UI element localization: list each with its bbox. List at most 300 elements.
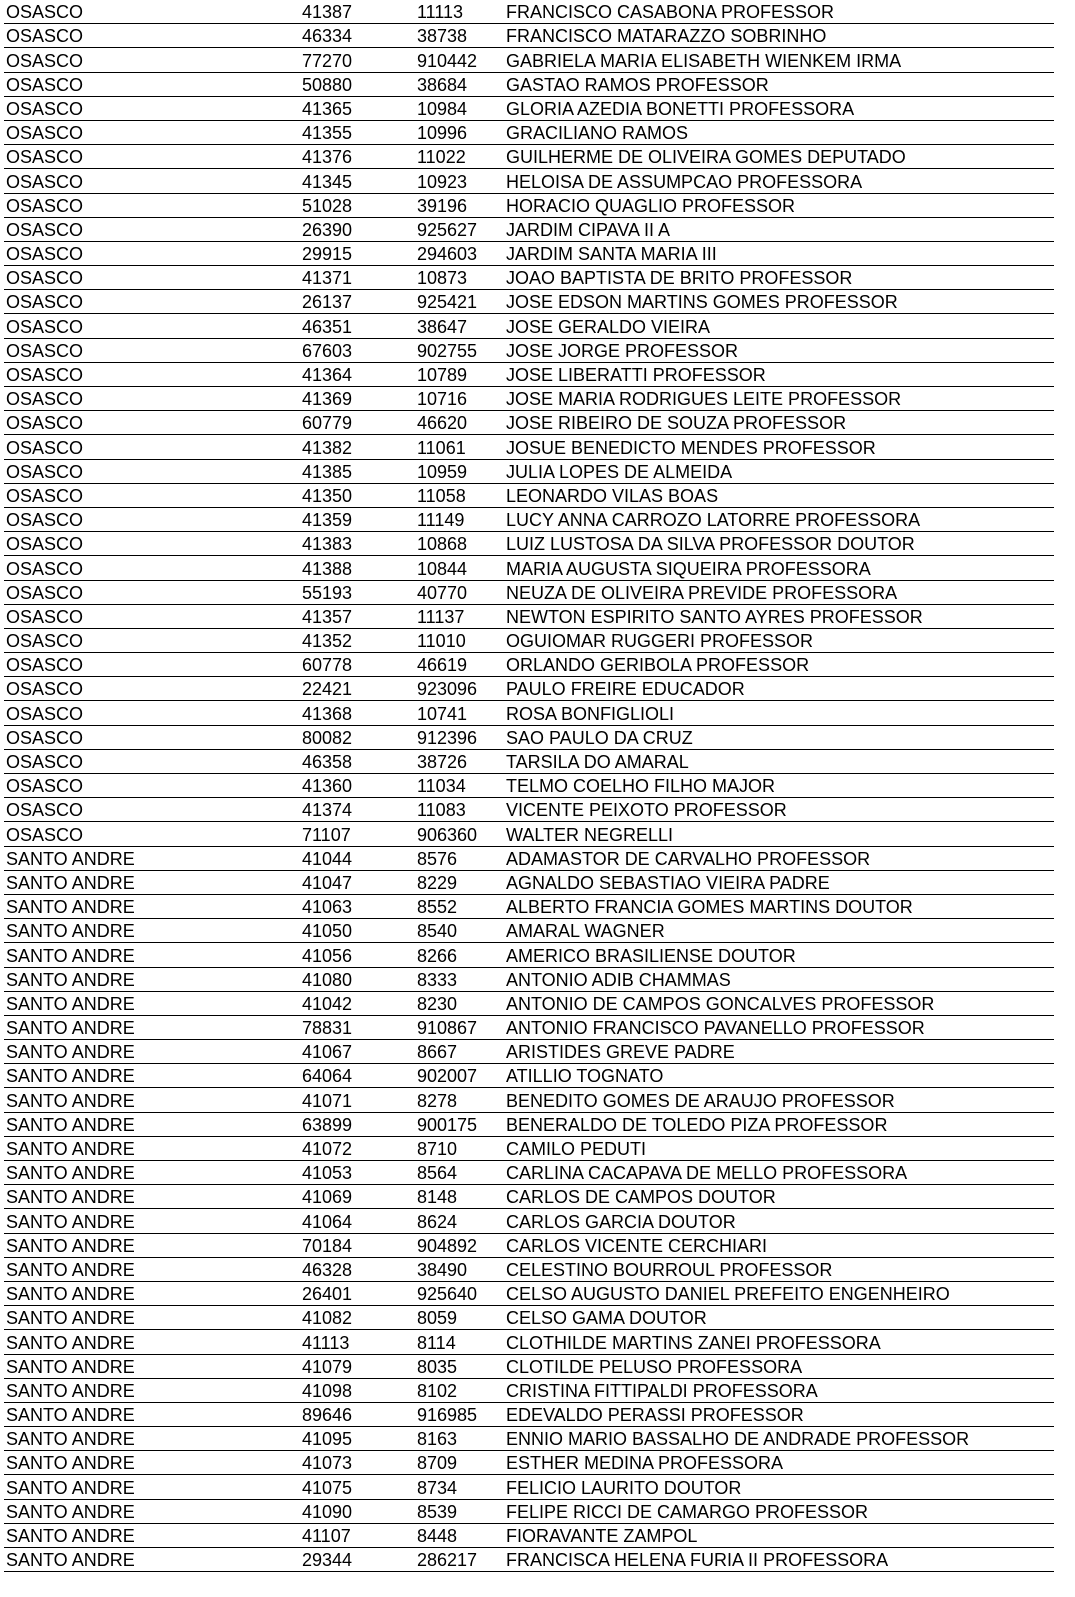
cell-code: 41063 <box>299 894 414 918</box>
cell-id: 10873 <box>414 266 504 290</box>
table-row <box>4 1330 1054 1354</box>
cell-name: CARLOS GARCIA DOUTOR <box>504 1209 1054 1233</box>
cell-code: 41072 <box>299 1136 414 1160</box>
cell-code: 41071 <box>299 1088 414 1112</box>
cell-code: 41082 <box>299 1306 414 1330</box>
cell-code: 29915 <box>299 241 414 265</box>
cell-id: 11022 <box>414 145 504 169</box>
cell-code: 41359 <box>299 507 414 531</box>
cell-name: FRANCISCA HELENA FURIA II PROFESSORA <box>504 1548 1054 1572</box>
cell-id: 10844 <box>414 556 504 580</box>
school-list-body <box>4 0 1054 1572</box>
table-row <box>4 435 1054 459</box>
cell-city: SANTO ANDRE <box>4 894 299 918</box>
cell-city: SANTO ANDRE <box>4 1427 299 1451</box>
cell-name: LUIZ LUSTOSA DA SILVA PROFESSOR DOUTOR <box>504 532 1054 556</box>
cell-city: SANTO ANDRE <box>4 1112 299 1136</box>
table-row <box>4 749 1054 773</box>
cell-name: BENERALDO DE TOLEDO PIZA PROFESSOR <box>504 1112 1054 1136</box>
cell-id: 10959 <box>414 459 504 483</box>
table-row <box>4 1548 1054 1572</box>
cell-name: FELIPE RICCI DE CAMARGO PROFESSOR <box>504 1499 1054 1523</box>
cell-code: 26137 <box>299 290 414 314</box>
table-row <box>4 1306 1054 1330</box>
cell-code: 41098 <box>299 1378 414 1402</box>
cell-code: 77270 <box>299 48 414 72</box>
cell-name: GLORIA AZEDIA BONETTI PROFESSORA <box>504 96 1054 120</box>
cell-id: 8576 <box>414 846 504 870</box>
table-row <box>4 24 1054 48</box>
table-row <box>4 1402 1054 1426</box>
cell-id: 10868 <box>414 532 504 556</box>
table-row <box>4 1088 1054 1112</box>
cell-name: FELICIO LAURITO DOUTOR <box>504 1475 1054 1499</box>
table-row <box>4 193 1054 217</box>
cell-city: SANTO ANDRE <box>4 1015 299 1039</box>
cell-name: EDEVALDO PERASSI PROFESSOR <box>504 1402 1054 1426</box>
table-row <box>4 1209 1054 1233</box>
cell-id: 8035 <box>414 1354 504 1378</box>
cell-code: 60778 <box>299 653 414 677</box>
cell-code: 63899 <box>299 1112 414 1136</box>
cell-id: 900175 <box>414 1112 504 1136</box>
cell-city: OSASCO <box>4 774 299 798</box>
cell-code: 41376 <box>299 145 414 169</box>
cell-id: 8540 <box>414 919 504 943</box>
table-row <box>4 1378 1054 1402</box>
table-row <box>4 1161 1054 1185</box>
cell-code: 41355 <box>299 120 414 144</box>
cell-id: 8709 <box>414 1451 504 1475</box>
cell-name: ESTHER MEDINA PROFESSORA <box>504 1451 1054 1475</box>
table-row <box>4 846 1054 870</box>
cell-id: 8059 <box>414 1306 504 1330</box>
cell-code: 41047 <box>299 870 414 894</box>
cell-city: SANTO ANDRE <box>4 1209 299 1233</box>
cell-name: FRANCISCO CASABONA PROFESSOR <box>504 0 1054 24</box>
cell-name: TARSILA DO AMARAL <box>504 749 1054 773</box>
cell-id: 8734 <box>414 1475 504 1499</box>
cell-code: 41107 <box>299 1523 414 1547</box>
cell-code: 41382 <box>299 435 414 459</box>
cell-code: 41387 <box>299 0 414 24</box>
table-row <box>4 338 1054 362</box>
cell-name: CELSO GAMA DOUTOR <box>504 1306 1054 1330</box>
cell-code: 41113 <box>299 1330 414 1354</box>
cell-city: SANTO ANDRE <box>4 1040 299 1064</box>
cell-code: 41388 <box>299 556 414 580</box>
cell-name: LEONARDO VILAS BOAS <box>504 483 1054 507</box>
cell-code: 46334 <box>299 24 414 48</box>
cell-id: 912396 <box>414 725 504 749</box>
cell-code: 70184 <box>299 1233 414 1257</box>
cell-city: SANTO ANDRE <box>4 991 299 1015</box>
table-row <box>4 1475 1054 1499</box>
cell-name: JOSE EDSON MARTINS GOMES PROFESSOR <box>504 290 1054 314</box>
cell-city: SANTO ANDRE <box>4 846 299 870</box>
cell-id: 8539 <box>414 1499 504 1523</box>
cell-city: OSASCO <box>4 266 299 290</box>
cell-code: 41368 <box>299 701 414 725</box>
cell-name: HELOISA DE ASSUMPCAO PROFESSORA <box>504 169 1054 193</box>
cell-name: ANTONIO DE CAMPOS GONCALVES PROFESSOR <box>504 991 1054 1015</box>
cell-id: 286217 <box>414 1548 504 1572</box>
cell-id: 8624 <box>414 1209 504 1233</box>
cell-name: MARIA AUGUSTA SIQUEIRA PROFESSORA <box>504 556 1054 580</box>
cell-id: 8102 <box>414 1378 504 1402</box>
cell-code: 41369 <box>299 387 414 411</box>
table-row <box>4 1427 1054 1451</box>
cell-code: 41042 <box>299 991 414 1015</box>
cell-city: SANTO ANDRE <box>4 1161 299 1185</box>
cell-name: CARLOS VICENTE CERCHIARI <box>504 1233 1054 1257</box>
cell-city: OSASCO <box>4 290 299 314</box>
table-row <box>4 507 1054 531</box>
cell-name: ORLANDO GERIBOLA PROFESSOR <box>504 653 1054 677</box>
cell-city: OSASCO <box>4 24 299 48</box>
cell-id: 11058 <box>414 483 504 507</box>
cell-name: SAO PAULO DA CRUZ <box>504 725 1054 749</box>
table-row <box>4 1185 1054 1209</box>
cell-city: OSASCO <box>4 411 299 435</box>
cell-id: 11010 <box>414 628 504 652</box>
cell-code: 22421 <box>299 677 414 701</box>
cell-id: 11061 <box>414 435 504 459</box>
cell-name: GASTAO RAMOS PROFESSOR <box>504 72 1054 96</box>
cell-id: 8710 <box>414 1136 504 1160</box>
cell-name: GABRIELA MARIA ELISABETH WIENKEM IRMA <box>504 48 1054 72</box>
table-row <box>4 991 1054 1015</box>
cell-city: SANTO ANDRE <box>4 919 299 943</box>
cell-city: OSASCO <box>4 72 299 96</box>
cell-name: GRACILIANO RAMOS <box>504 120 1054 144</box>
cell-code: 41069 <box>299 1185 414 1209</box>
cell-code: 46351 <box>299 314 414 338</box>
cell-name: HORACIO QUAGLIO PROFESSOR <box>504 193 1054 217</box>
cell-code: 26390 <box>299 217 414 241</box>
cell-city: SANTO ANDRE <box>4 967 299 991</box>
cell-id: 11137 <box>414 604 504 628</box>
cell-id: 910442 <box>414 48 504 72</box>
cell-name: VICENTE PEIXOTO PROFESSOR <box>504 798 1054 822</box>
cell-name: PAULO FREIRE EDUCADOR <box>504 677 1054 701</box>
cell-id: 10741 <box>414 701 504 725</box>
cell-city: OSASCO <box>4 483 299 507</box>
table-row <box>4 774 1054 798</box>
table-row <box>4 1233 1054 1257</box>
cell-name: CLOTILDE PELUSO PROFESSORA <box>504 1354 1054 1378</box>
cell-code: 41374 <box>299 798 414 822</box>
cell-name: FRANCISCO MATARAZZO SOBRINHO <box>504 24 1054 48</box>
cell-code: 60779 <box>299 411 414 435</box>
table-row <box>4 1523 1054 1547</box>
cell-id: 923096 <box>414 677 504 701</box>
table-row <box>4 919 1054 943</box>
cell-name: GUILHERME DE OLIVEIRA GOMES DEPUTADO <box>504 145 1054 169</box>
cell-code: 41364 <box>299 362 414 386</box>
cell-id: 8564 <box>414 1161 504 1185</box>
cell-id: 8229 <box>414 870 504 894</box>
cell-code: 41360 <box>299 774 414 798</box>
cell-code: 41371 <box>299 266 414 290</box>
cell-id: 38647 <box>414 314 504 338</box>
cell-id: 11113 <box>414 0 504 24</box>
cell-name: JOSE JORGE PROFESSOR <box>504 338 1054 362</box>
cell-city: SANTO ANDRE <box>4 1185 299 1209</box>
cell-name: ATILLIO TOGNATO <box>504 1064 1054 1088</box>
cell-city: SANTO ANDRE <box>4 870 299 894</box>
table-row <box>4 1354 1054 1378</box>
cell-code: 41365 <box>299 96 414 120</box>
cell-city: OSASCO <box>4 435 299 459</box>
cell-city: SANTO ANDRE <box>4 1499 299 1523</box>
table-row <box>4 1257 1054 1281</box>
table-row <box>4 1112 1054 1136</box>
cell-code: 41073 <box>299 1451 414 1475</box>
table-row <box>4 362 1054 386</box>
cell-id: 8552 <box>414 894 504 918</box>
cell-id: 10789 <box>414 362 504 386</box>
cell-city: OSASCO <box>4 362 299 386</box>
cell-city: SANTO ANDRE <box>4 1451 299 1475</box>
cell-id: 8114 <box>414 1330 504 1354</box>
cell-code: 78831 <box>299 1015 414 1039</box>
table-row <box>4 120 1054 144</box>
cell-code: 41350 <box>299 483 414 507</box>
cell-name: ANTONIO ADIB CHAMMAS <box>504 967 1054 991</box>
cell-id: 11083 <box>414 798 504 822</box>
cell-name: JOSE LIBERATTI PROFESSOR <box>504 362 1054 386</box>
cell-city: OSASCO <box>4 169 299 193</box>
cell-code: 89646 <box>299 1402 414 1426</box>
cell-id: 11149 <box>414 507 504 531</box>
cell-name: CARLINA CACAPAVA DE MELLO PROFESSORA <box>504 1161 1054 1185</box>
cell-city: SANTO ANDRE <box>4 1523 299 1547</box>
cell-city: SANTO ANDRE <box>4 1233 299 1257</box>
cell-name: AGNALDO SEBASTIAO VIEIRA PADRE <box>504 870 1054 894</box>
table-row <box>4 677 1054 701</box>
cell-id: 40770 <box>414 580 504 604</box>
cell-id: 925640 <box>414 1281 504 1305</box>
cell-id: 925421 <box>414 290 504 314</box>
cell-id: 46620 <box>414 411 504 435</box>
cell-id: 38726 <box>414 749 504 773</box>
table-row <box>4 822 1054 846</box>
table-row <box>4 1015 1054 1039</box>
cell-name: ANTONIO FRANCISCO PAVANELLO PROFESSOR <box>504 1015 1054 1039</box>
table-row <box>4 580 1054 604</box>
cell-id: 925627 <box>414 217 504 241</box>
table-row <box>4 556 1054 580</box>
cell-name: CRISTINA FITTIPALDI PROFESSORA <box>504 1378 1054 1402</box>
cell-code: 41080 <box>299 967 414 991</box>
table-row <box>4 798 1054 822</box>
cell-name: CELSO AUGUSTO DANIEL PREFEITO ENGENHEIRO <box>504 1281 1054 1305</box>
cell-city: OSASCO <box>4 628 299 652</box>
cell-city: OSASCO <box>4 532 299 556</box>
cell-code: 71107 <box>299 822 414 846</box>
table-row <box>4 701 1054 725</box>
table-row <box>4 628 1054 652</box>
table-row <box>4 604 1054 628</box>
cell-code: 41095 <box>299 1427 414 1451</box>
cell-city: SANTO ANDRE <box>4 1281 299 1305</box>
cell-code: 41345 <box>299 169 414 193</box>
table-row <box>4 241 1054 265</box>
cell-code: 41090 <box>299 1499 414 1523</box>
cell-id: 38684 <box>414 72 504 96</box>
cell-city: OSASCO <box>4 96 299 120</box>
cell-id: 906360 <box>414 822 504 846</box>
cell-city: OSASCO <box>4 217 299 241</box>
cell-id: 8333 <box>414 967 504 991</box>
cell-code: 46328 <box>299 1257 414 1281</box>
table-row <box>4 96 1054 120</box>
cell-name: ENNIO MARIO BASSALHO DE ANDRADE PROFESSOR <box>504 1427 1054 1451</box>
table-row <box>4 1499 1054 1523</box>
cell-name: CAMILO PEDUTI <box>504 1136 1054 1160</box>
cell-city: OSASCO <box>4 507 299 531</box>
cell-code: 41385 <box>299 459 414 483</box>
cell-code: 51028 <box>299 193 414 217</box>
table-row <box>4 870 1054 894</box>
cell-id: 8266 <box>414 943 504 967</box>
cell-city: OSASCO <box>4 0 299 24</box>
cell-id: 10996 <box>414 120 504 144</box>
cell-name: AMERICO BRASILIENSE DOUTOR <box>504 943 1054 967</box>
cell-city: OSASCO <box>4 653 299 677</box>
cell-name: JOSUE BENEDICTO MENDES PROFESSOR <box>504 435 1054 459</box>
cell-city: SANTO ANDRE <box>4 1475 299 1499</box>
cell-name: ALBERTO FRANCIA GOMES MARTINS DOUTOR <box>504 894 1054 918</box>
cell-name: ROSA BONFIGLIOLI <box>504 701 1054 725</box>
cell-city: OSASCO <box>4 145 299 169</box>
table-row <box>4 1040 1054 1064</box>
cell-name: JOSE MARIA RODRIGUES LEITE PROFESSOR <box>504 387 1054 411</box>
cell-name: AMARAL WAGNER <box>504 919 1054 943</box>
cell-city: SANTO ANDRE <box>4 1136 299 1160</box>
table-row <box>4 411 1054 435</box>
cell-code: 64064 <box>299 1064 414 1088</box>
cell-name: ARISTIDES GREVE PADRE <box>504 1040 1054 1064</box>
cell-code: 50880 <box>299 72 414 96</box>
cell-id: 294603 <box>414 241 504 265</box>
table-row <box>4 967 1054 991</box>
table-row <box>4 266 1054 290</box>
cell-city: SANTO ANDRE <box>4 1064 299 1088</box>
cell-city: OSASCO <box>4 387 299 411</box>
cell-name: ADAMASTOR DE CARVALHO PROFESSOR <box>504 846 1054 870</box>
cell-code: 41075 <box>299 1475 414 1499</box>
cell-id: 902755 <box>414 338 504 362</box>
table-row <box>4 483 1054 507</box>
cell-id: 38738 <box>414 24 504 48</box>
cell-id: 8278 <box>414 1088 504 1112</box>
cell-id: 910867 <box>414 1015 504 1039</box>
cell-code: 80082 <box>299 725 414 749</box>
cell-id: 8667 <box>414 1040 504 1064</box>
cell-city: OSASCO <box>4 749 299 773</box>
cell-city: SANTO ANDRE <box>4 1257 299 1281</box>
cell-name: JOAO BAPTISTA DE BRITO PROFESSOR <box>504 266 1054 290</box>
cell-name: NEWTON ESPIRITO SANTO AYRES PROFESSOR <box>504 604 1054 628</box>
cell-city: OSASCO <box>4 604 299 628</box>
cell-city: SANTO ANDRE <box>4 1306 299 1330</box>
cell-name: CELESTINO BOURROUL PROFESSOR <box>504 1257 1054 1281</box>
table-row <box>4 387 1054 411</box>
cell-code: 41383 <box>299 532 414 556</box>
cell-city: OSASCO <box>4 459 299 483</box>
cell-id: 916985 <box>414 1402 504 1426</box>
cell-code: 41056 <box>299 943 414 967</box>
cell-code: 41050 <box>299 919 414 943</box>
cell-name: FIORAVANTE ZAMPOL <box>504 1523 1054 1547</box>
cell-id: 38490 <box>414 1257 504 1281</box>
table-row <box>4 217 1054 241</box>
school-list-table <box>4 0 1054 1572</box>
table-row <box>4 943 1054 967</box>
cell-code: 41357 <box>299 604 414 628</box>
table-row <box>4 894 1054 918</box>
cell-city: OSASCO <box>4 725 299 749</box>
cell-id: 904892 <box>414 1233 504 1257</box>
cell-name: JOSE GERALDO VIEIRA <box>504 314 1054 338</box>
cell-code: 41067 <box>299 1040 414 1064</box>
cell-city: OSASCO <box>4 822 299 846</box>
cell-name: JOSE RIBEIRO DE SOUZA PROFESSOR <box>504 411 1054 435</box>
cell-city: SANTO ANDRE <box>4 1378 299 1402</box>
cell-city: OSASCO <box>4 556 299 580</box>
cell-name: BENEDITO GOMES DE ARAUJO PROFESSOR <box>504 1088 1054 1112</box>
table-row <box>4 459 1054 483</box>
cell-id: 8163 <box>414 1427 504 1451</box>
cell-code: 29344 <box>299 1548 414 1572</box>
cell-city: OSASCO <box>4 677 299 701</box>
cell-city: OSASCO <box>4 580 299 604</box>
cell-name: OGUIOMAR RUGGERI PROFESSOR <box>504 628 1054 652</box>
cell-id: 10984 <box>414 96 504 120</box>
table-row <box>4 72 1054 96</box>
table-row <box>4 314 1054 338</box>
cell-id: 8448 <box>414 1523 504 1547</box>
table-row <box>4 1136 1054 1160</box>
cell-name: JARDIM SANTA MARIA III <box>504 241 1054 265</box>
cell-name: LUCY ANNA CARROZO LATORRE PROFESSORA <box>504 507 1054 531</box>
table-row <box>4 532 1054 556</box>
cell-city: SANTO ANDRE <box>4 1330 299 1354</box>
cell-code: 41352 <box>299 628 414 652</box>
table-row <box>4 725 1054 749</box>
cell-city: OSASCO <box>4 314 299 338</box>
cell-name: JARDIM CIPAVA II A <box>504 217 1054 241</box>
table-row <box>4 169 1054 193</box>
cell-id: 10923 <box>414 169 504 193</box>
cell-code: 41064 <box>299 1209 414 1233</box>
table-row <box>4 145 1054 169</box>
cell-code: 46358 <box>299 749 414 773</box>
cell-name: CARLOS DE CAMPOS DOUTOR <box>504 1185 1054 1209</box>
cell-id: 8148 <box>414 1185 504 1209</box>
cell-city: OSASCO <box>4 193 299 217</box>
cell-city: OSASCO <box>4 701 299 725</box>
cell-id: 8230 <box>414 991 504 1015</box>
table-row <box>4 290 1054 314</box>
cell-code: 41044 <box>299 846 414 870</box>
cell-id: 10716 <box>414 387 504 411</box>
table-row <box>4 1064 1054 1088</box>
cell-name: WALTER NEGRELLI <box>504 822 1054 846</box>
cell-city: SANTO ANDRE <box>4 1088 299 1112</box>
